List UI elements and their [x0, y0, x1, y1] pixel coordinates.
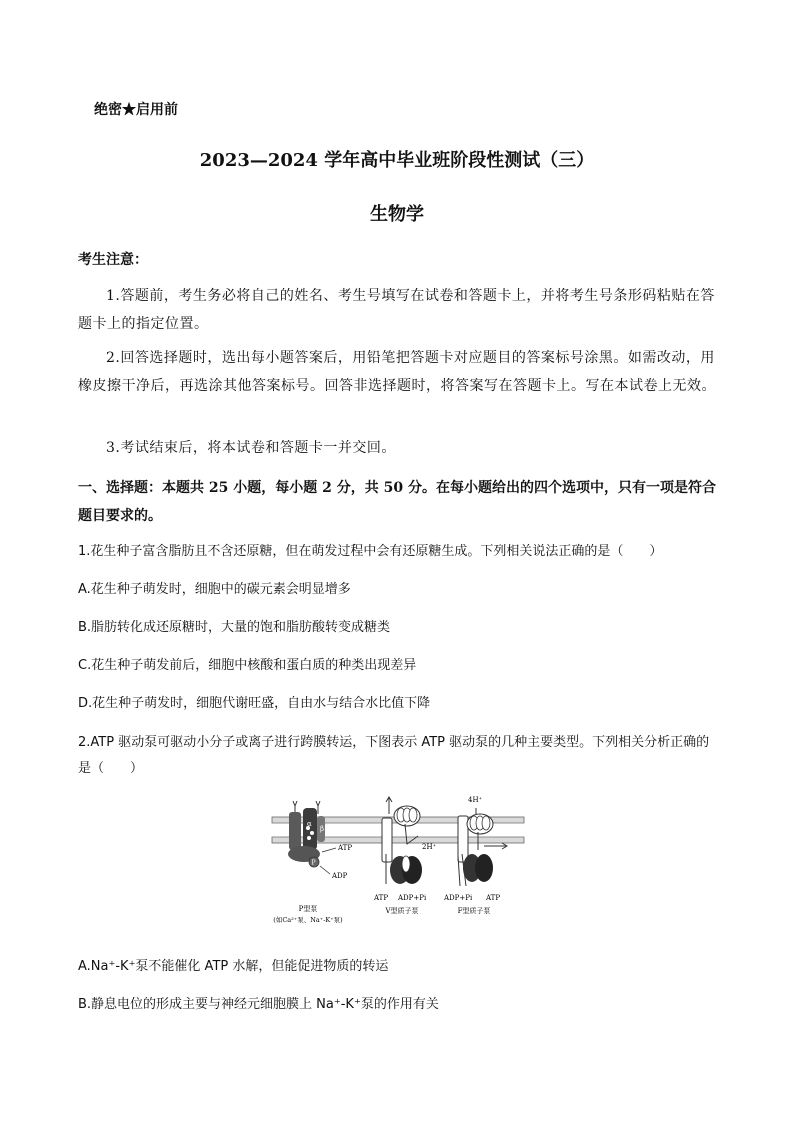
question-2-option-a: A.Na⁺-K⁺泵不能催化 ATP 水解，但能促进物质的转运	[78, 959, 389, 974]
p-pump-example: (如Ca²⁺泵、Na⁺-K⁺泵)	[273, 916, 343, 924]
notice-item-1: 1.答题前，考生务必将自己的姓名、考生号填写在试卷和答题卡上，并将考生号条形码粘贴在答题卡上的指定位置。	[78, 288, 715, 332]
v-pump-ion-label: 2H⁺	[422, 843, 437, 851]
question-1-stem: 1.花生种子富含脂肪且不含还原糖，但在萌发过程中会有还原糖生成。下列相关说法正确的是（ ）	[78, 544, 663, 559]
question-1-option-b: B.脂肪转化成还原糖时，大量的饱和脂肪酸转变成糖类	[78, 620, 391, 635]
v-pump-adp-pi-label: ADP+Pi	[398, 894, 427, 902]
question-1-option-a: A.花生种子萌发时，细胞中的碳元素会明显增多	[78, 582, 351, 597]
question-2-option-b: B.静息电位的形成主要与神经元细胞膜上 Na⁺-K⁺泵的作用有关	[78, 997, 439, 1012]
subject-title: 生物学	[370, 204, 424, 225]
p-pump-atp-label: ATP	[338, 844, 353, 852]
f-pump-adp-pi-label: ADP+Pi	[444, 894, 473, 902]
section-heading: 一、选择题：本题共 25 小题，每小题 2 分，共 50 分。在每小题给出的四个选项中，只有一项是符合题目要求的。	[78, 480, 716, 524]
p-pump-alpha-label: α	[307, 820, 312, 828]
question-2-stem: 2.ATP 驱动泵可驱动小分子或离子进行跨膜转运，下图表示 ATP 驱动泵的几种主要类型。下列相关分析正确的是（ ）	[78, 735, 710, 776]
atp-pump-figure	[262, 794, 532, 936]
notice-item-3: 3.考试结束后，将本试卷和答题卡一并交回。	[106, 440, 396, 456]
p-pump-adp-label: ADP	[332, 872, 348, 880]
p-pump-name: P型泵	[298, 905, 318, 913]
p-pump-beta-label: β	[320, 825, 325, 833]
f-pump-atp-label: ATP	[486, 894, 501, 902]
exam-title: 2023—2024 学年高中毕业班阶段性测试（三）	[199, 150, 595, 171]
notice-item-2: 2.回答选择题时，选出每小题答案后，用铅笔把答题卡对应题目的答案标号涂黑。如需改动，用橡皮擦干净后，再选涂其他答案标号。回答非选择题时，将答案写在答题卡上。写在本试卷上无效。	[78, 350, 716, 394]
question-1-option-d: D.花生种子萌发时，细胞代谢旺盛，自由水与结合水比值下降	[78, 696, 431, 711]
v-pump-atp-label: ATP	[374, 894, 389, 902]
question-1-option-c: C.花生种子萌发前后，细胞中核酸和蛋白质的种类出现差异	[78, 658, 417, 673]
confidential-label: 绝密★启用前	[94, 102, 178, 118]
f-pump-name: F型质子泵	[457, 907, 491, 915]
f-pump-ion-label: 4H⁺	[468, 796, 483, 804]
v-pump-name: V型质子泵	[385, 907, 419, 915]
p-pump-phosphate-label: P	[311, 859, 316, 867]
notice-heading: 考生注意：	[78, 252, 148, 268]
